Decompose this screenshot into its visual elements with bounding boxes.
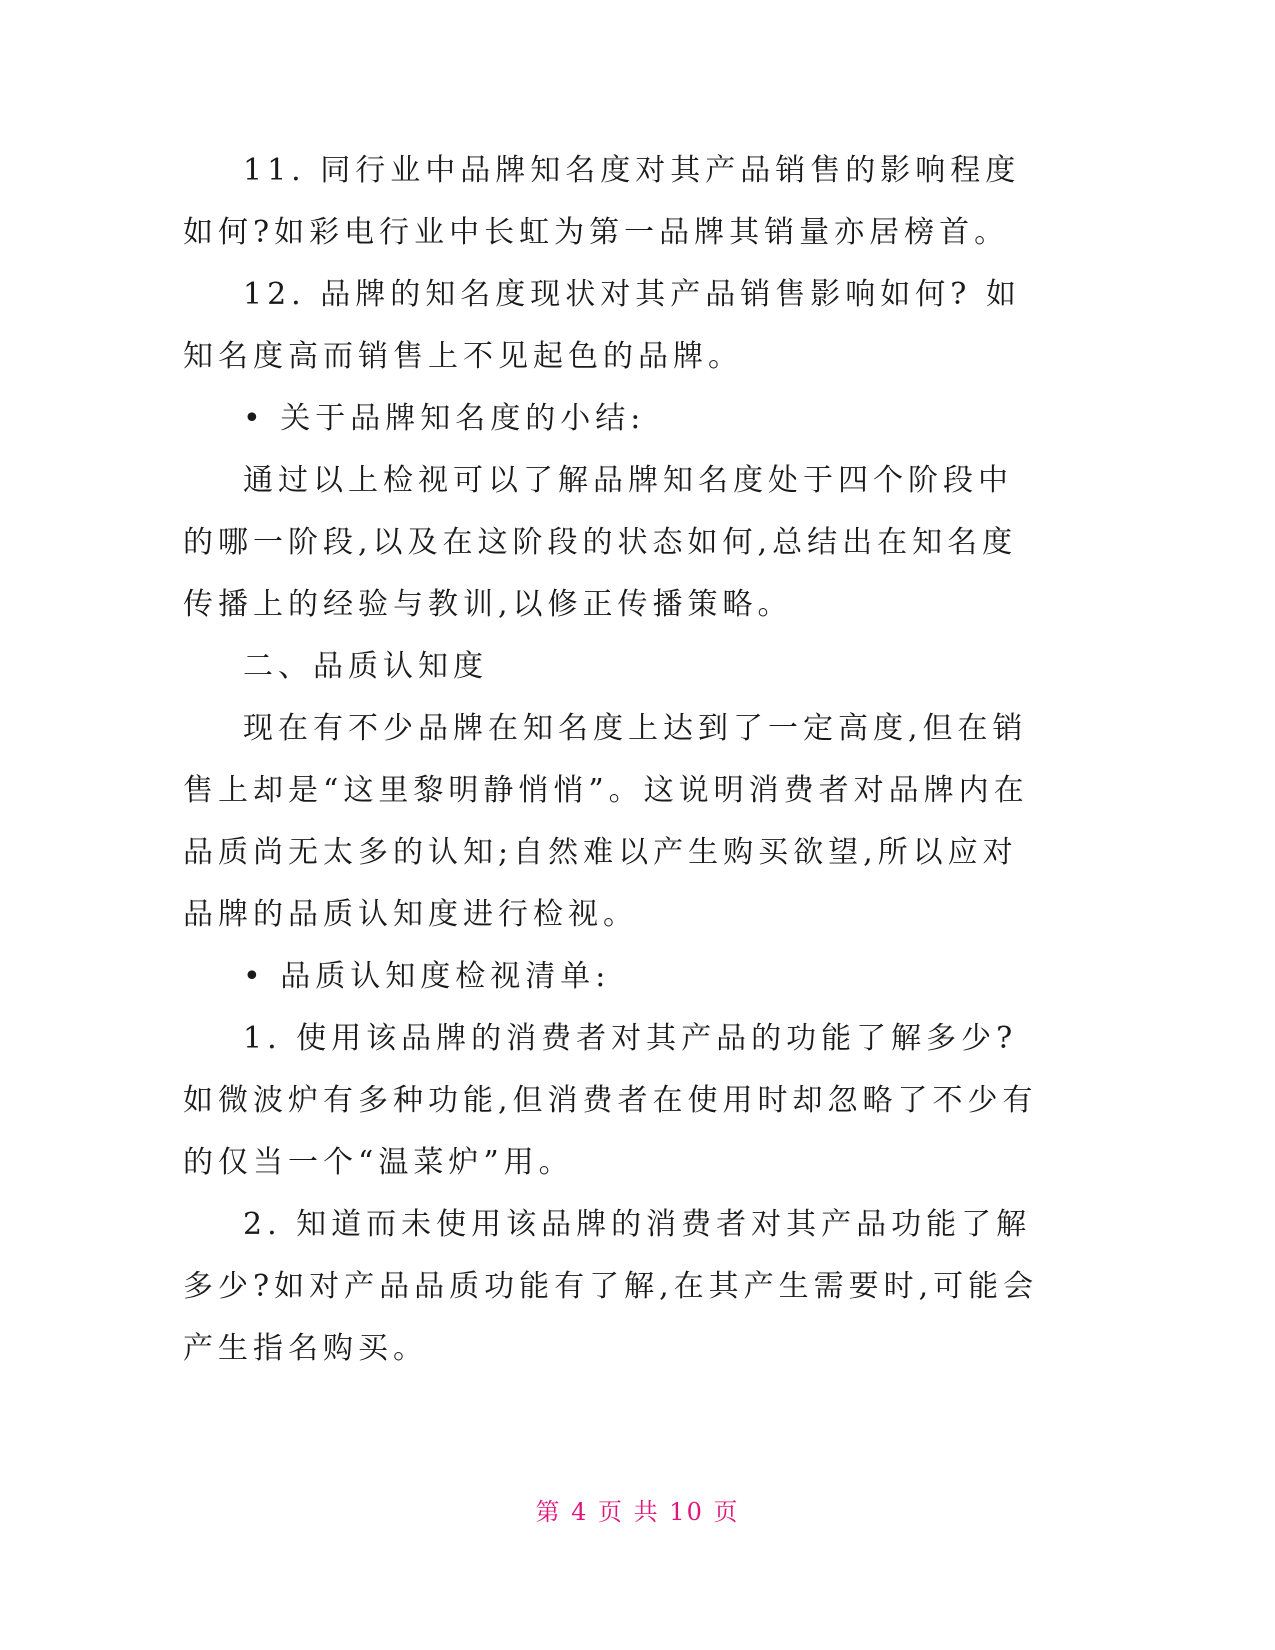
checklist-item-2: 2. 知道而未使用该品牌的消费者对其产品功能了解多少?如对产品品质功能有了解,在其产生需要时,可能会产生指名购买。 (183, 1207, 1039, 1366)
awareness-summary-text: 通过以上检视可以了解品牌知名度处于四个阶段中的哪一阶段,以及在这阶段的状态如何,总结出在知名度传播上的经验与教训,以修正传播策略。 (183, 463, 1018, 622)
paragraph-item-11: 11. 同行业中品牌知名度对其产品销售的影响程度如何?如彩电行业中长虹为第一品牌其销量亦居榜首。 (183, 153, 1021, 250)
page-number-footer: 第 4 页 共 10 页 (535, 1498, 740, 1526)
paragraph-item-12: 12. 品牌的知名度现状对其产品销售影响如何? 如知名度高而销售上不见起色的品牌。 (183, 277, 1021, 374)
quality-intro-paragraph: 现在有不少品牌在知名度上达到了一定高度,但在销售上却是“这里黎明静悄悄”。这说明消费者对品牌内在品质尚无太多的认知;自然难以产生购买欲望,所以应对品牌的品质认知度进行检视。 (183, 711, 1029, 932)
awareness-summary-heading: • 关于品牌知名度的小结: (243, 401, 646, 436)
quality-checklist-heading: • 品质认知度检视清单: (243, 959, 611, 994)
checklist-item-1: 1. 使用该品牌的消费者对其产品的功能了解多少?如微波炉有多种功能,但消费者在使用时却忽略了不少有的仅当一个“温菜炉”用。 (183, 1021, 1038, 1180)
document-body (183, 140, 1043, 1380)
section-heading-quality-awareness: 二、品质认知度 (243, 649, 488, 684)
